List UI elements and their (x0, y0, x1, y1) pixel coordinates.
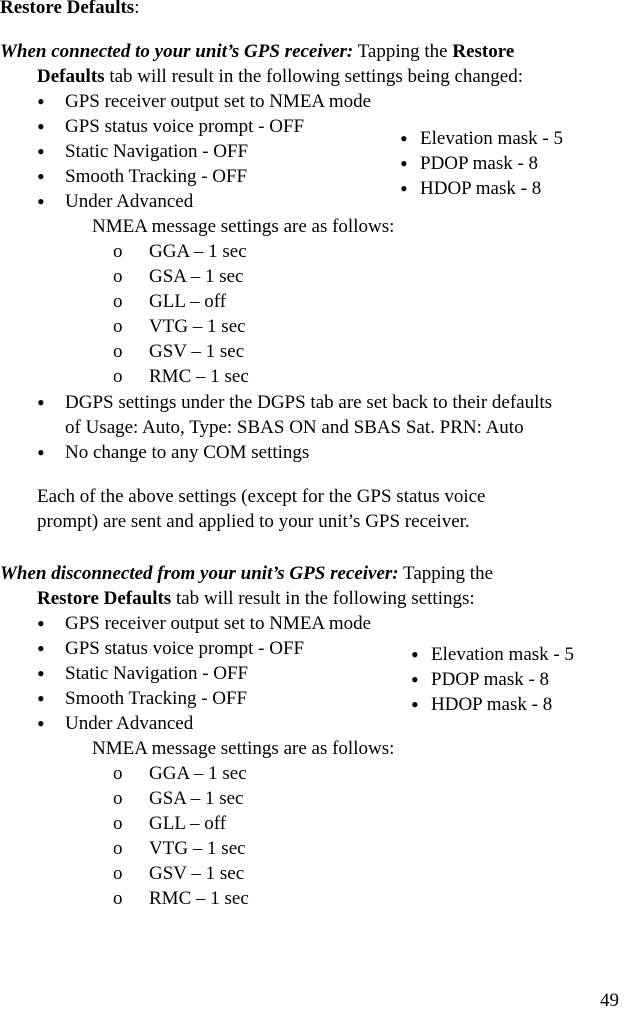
sub-bullet-icon: o (113, 813, 123, 834)
list-item: Static Navigation - OFF (65, 141, 249, 162)
side-list-item: Elevation mask - 5 (420, 128, 563, 149)
sub-bullet-icon: o (113, 241, 123, 262)
list-item: GPS receiver output set to NMEA mode (65, 613, 372, 634)
connected-lead-rest: tab will result in the following settings being changed: (104, 66, 524, 87)
bullet-icon: • (37, 440, 45, 465)
connected-lead-bold: When connected to your unit’s GPS receiver: (0, 41, 354, 62)
bullet-icon: • (411, 692, 419, 717)
dgps-line2: of Usage: Auto, Type: SBAS ON and SBAS Sat. PRN: Auto (65, 417, 524, 438)
bullet-icon: • (37, 661, 45, 686)
sub-bullet-icon: o (113, 266, 123, 287)
sub-bullet-icon: o (113, 763, 123, 784)
disconnected-lead-tab: Restore Defaults (37, 588, 172, 609)
heading-colon: : (134, 0, 140, 18)
list-item: GPS status voice prompt - OFF (65, 638, 305, 659)
bullet-icon: • (400, 176, 408, 201)
side-list-item: PDOP mask - 8 (431, 669, 550, 690)
disconnected-lead-bold: When disconnected from your unit’s GPS receiver: (0, 563, 399, 584)
bullet-icon: • (37, 636, 45, 661)
bullet-icon: • (37, 89, 45, 114)
page-heading (0, 0, 139, 19)
com-item: No change to any COM settings (65, 442, 310, 463)
nmea-intro: NMEA message settings are as follows: (92, 738, 395, 759)
nmea-item: GLL – off (149, 813, 227, 834)
connected-lead-tab-a: Restore (452, 41, 515, 62)
list-item: Smooth Tracking - OFF (65, 166, 248, 187)
bullet-icon: • (37, 390, 45, 415)
sub-bullet-icon: o (113, 341, 123, 362)
sub-bullet-icon: o (113, 888, 123, 909)
nmea-item: RMC – 1 sec (149, 366, 249, 387)
sub-bullet-icon: o (113, 291, 123, 312)
nmea-intro: NMEA message settings are as follows: (92, 216, 395, 237)
side-list-item: HDOP mask - 8 (431, 694, 553, 715)
nmea-item: GSV – 1 sec (149, 863, 245, 884)
list-item: GPS status voice prompt - OFF (65, 116, 305, 137)
bullet-icon: • (37, 711, 45, 736)
note-line1: Each of the above settings (except for the GPS status voice (37, 486, 486, 507)
bullet-icon: • (400, 151, 408, 176)
bullet-icon: • (37, 611, 45, 636)
list-item: Static Navigation - OFF (65, 663, 249, 684)
connected-lead-text: Tapping the (353, 41, 453, 62)
side-list-item: HDOP mask - 8 (420, 178, 542, 199)
bullet-icon: • (37, 114, 45, 139)
bullet-icon: • (37, 164, 45, 189)
page-number: 49 (600, 990, 619, 1011)
nmea-item: GGA – 1 sec (149, 241, 247, 262)
note-line2: prompt) are sent and applied to your unit’s GPS receiver. (37, 511, 470, 532)
connected-lead-line2 (37, 66, 523, 88)
sub-bullet-icon: o (113, 366, 123, 387)
list-item: Smooth Tracking - OFF (65, 688, 248, 709)
nmea-item: VTG – 1 sec (149, 316, 246, 337)
dgps-line1: DGPS settings under the DGPS tab are set back to their defaults (65, 392, 553, 413)
bullet-icon: • (37, 139, 45, 164)
sub-bullet-icon: o (113, 788, 123, 809)
sub-bullet-icon: o (113, 316, 123, 337)
disconnected-lead-line2 (37, 588, 475, 610)
nmea-item: GGA – 1 sec (149, 763, 247, 784)
nmea-item: GSV – 1 sec (149, 341, 245, 362)
heading-label: Restore Defaults (0, 0, 135, 18)
list-item: GPS receiver output set to NMEA mode (65, 91, 372, 112)
connected-lead-line1 (0, 41, 514, 63)
bullet-icon: • (37, 686, 45, 711)
nmea-item: GSA – 1 sec (149, 266, 244, 287)
disconnected-lead-rest: tab will result in the following settings: (171, 588, 475, 609)
sub-bullet-icon: o (113, 863, 123, 884)
nmea-item: GSA – 1 sec (149, 788, 244, 809)
bullet-icon: • (37, 189, 45, 214)
disconnected-lead-line1 (0, 563, 493, 585)
nmea-item: RMC – 1 sec (149, 888, 249, 909)
bullet-icon: • (411, 667, 419, 692)
nmea-item: VTG – 1 sec (149, 838, 246, 859)
sub-bullet-icon: o (113, 838, 123, 859)
side-list-item: Elevation mask - 5 (431, 644, 574, 665)
disconnected-lead-text: Tapping the (398, 563, 494, 584)
bullet-icon: • (400, 126, 408, 151)
list-item: Under Advanced (65, 191, 194, 212)
side-list-item: PDOP mask - 8 (420, 153, 539, 174)
list-item: Under Advanced (65, 713, 194, 734)
connected-lead-tab-b: Defaults (37, 66, 105, 87)
nmea-item: GLL – off (149, 291, 227, 312)
bullet-icon: • (411, 642, 419, 667)
